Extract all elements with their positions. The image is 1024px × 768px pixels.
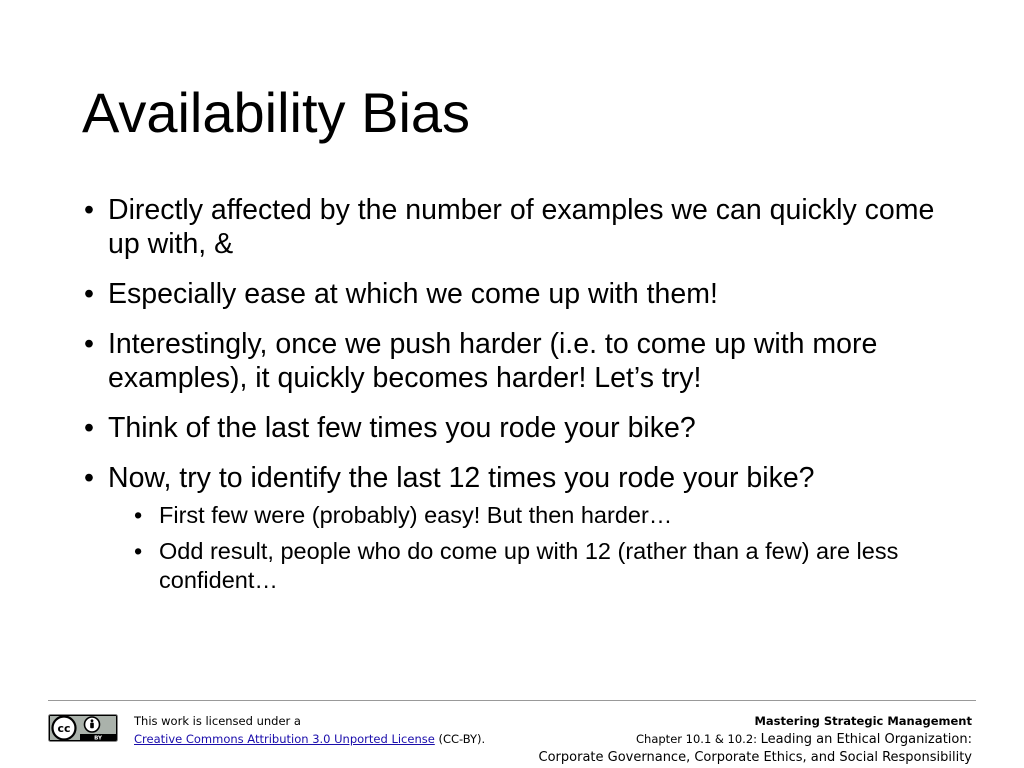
slide-title: Availability Bias xyxy=(82,81,471,144)
book-title: Mastering Strategic Management xyxy=(754,714,972,728)
sub-bullet-item: • First few were (probably) easy! But then harder… xyxy=(132,501,899,530)
chapter-subtopic: Corporate Governance, Corporate Ethics, and Social Responsibility xyxy=(538,750,972,765)
bullet-list xyxy=(82,193,962,611)
license-suffix: (CC-BY). xyxy=(434,732,486,746)
bullet-item-text: Now, try to identify the last 12 times you rode your bike? xyxy=(108,462,815,494)
sub-bullet-list xyxy=(108,501,962,595)
license-intro: This work is licensed under a xyxy=(134,714,301,728)
chapter-topic: Leading an Ethical Organization: xyxy=(760,732,972,747)
bullet-item: • Directly affected by the number of examples we can quickly come up with, & xyxy=(82,193,962,261)
footer-divider xyxy=(48,700,976,701)
bullet-item: • Especially ease at which we come up with them! xyxy=(82,277,962,311)
cc-by-license-badge-icon xyxy=(48,714,118,742)
bullet-item-with-subs xyxy=(82,461,962,595)
svg-text:cc: cc xyxy=(57,722,71,736)
chapter-line xyxy=(539,730,972,749)
bullet-item: • Think of the last few times you rode your bike? xyxy=(82,411,962,445)
license-link[interactable]: Creative Commons Attribution 3.0 Unported License xyxy=(134,732,435,746)
sub-bullet-item: • Odd result, people who do come up with 12 (rather than a few) are less confident… xyxy=(132,537,899,595)
bullet-item: • Interestingly, once we push harder (i.e. to come up with more examples), it quickly becomes harder! Let’s try! xyxy=(82,327,962,395)
book-citation xyxy=(539,712,972,767)
chapter-label: Chapter 10.1 & 10.2: xyxy=(636,732,761,746)
cc-badge-by-label: BY xyxy=(94,735,102,742)
license-notice xyxy=(134,712,485,748)
license-line xyxy=(134,730,485,748)
